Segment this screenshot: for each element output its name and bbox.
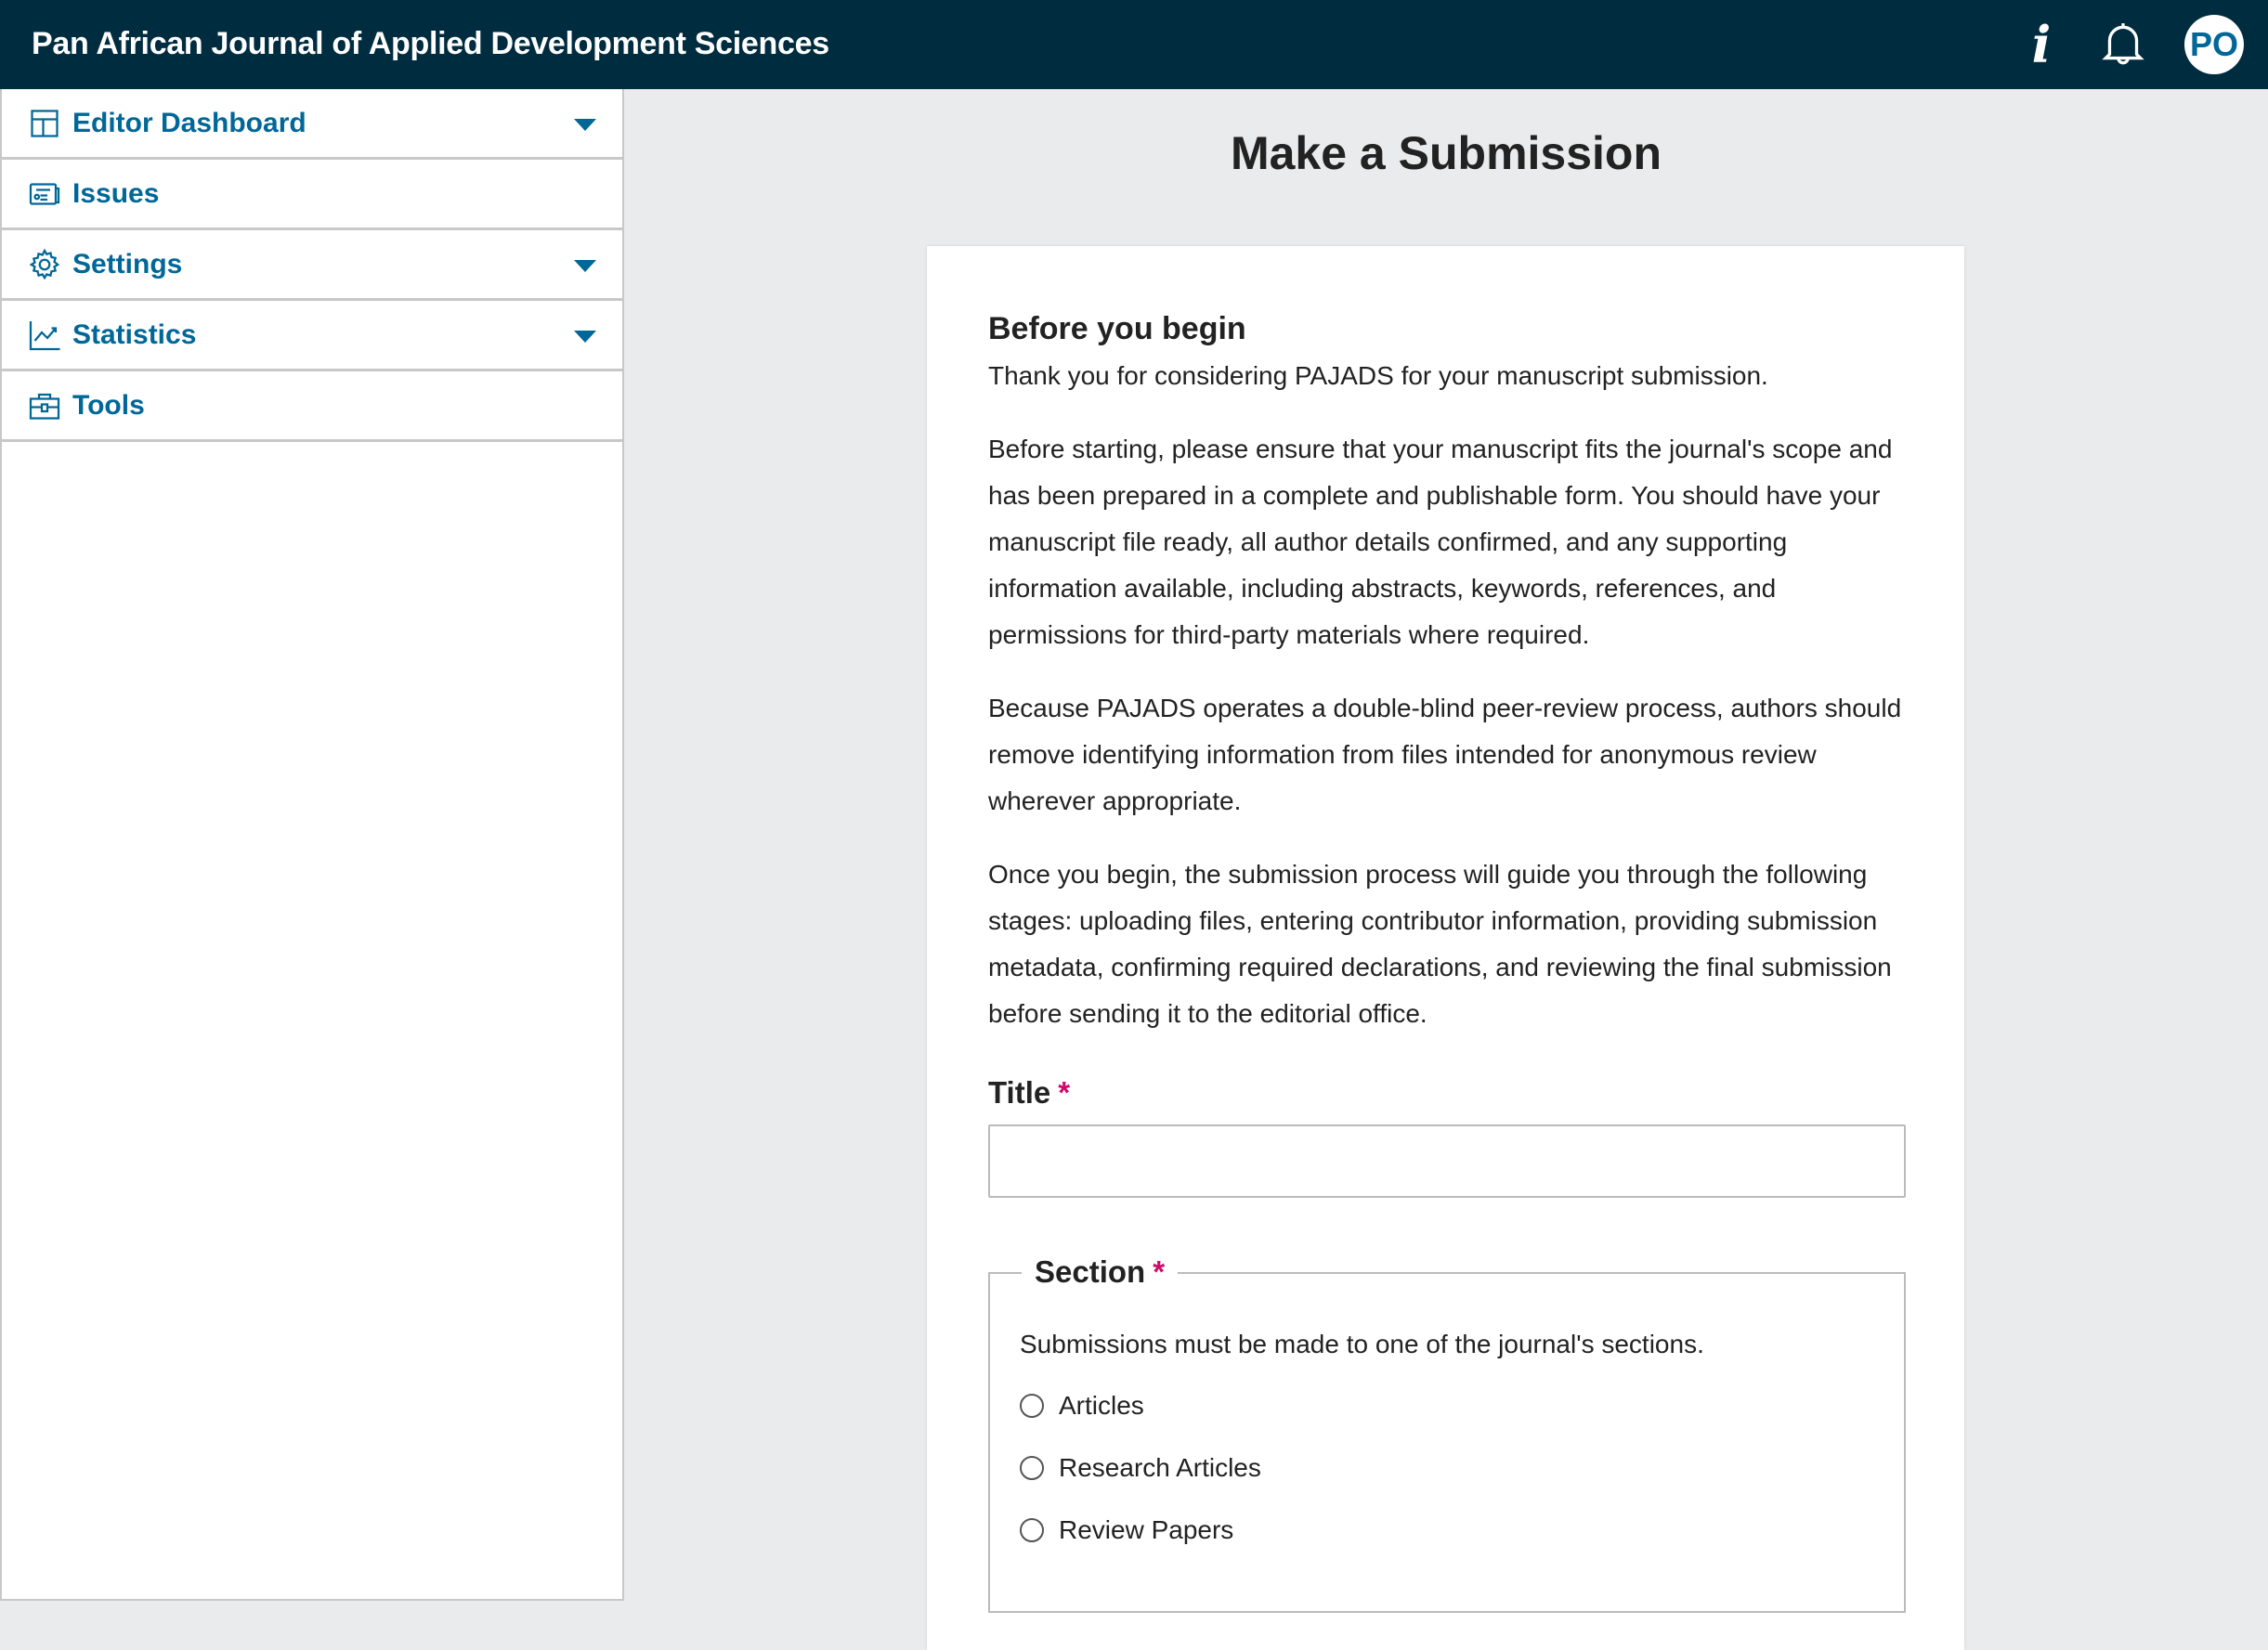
radio-review-papers[interactable]	[1020, 1512, 1874, 1549]
chevron-down-icon[interactable]	[574, 119, 596, 131]
top-header	[0, 0, 2268, 89]
title-input[interactable]	[988, 1124, 1906, 1198]
chart-icon	[28, 318, 61, 352]
radio-research-articles[interactable]	[1020, 1449, 1874, 1487]
radio-label: Research Articles	[1059, 1453, 1261, 1482]
required-mark: *	[1153, 1254, 1166, 1289]
process-paragraph: Once you begin, the submission process will guide you through the following stages: uploading files, entering contributor information, providing submission metadata, confirming required declarations, and reviewing the final submission before sending it to the editorial office.	[988, 860, 1892, 1028]
user-avatar[interactable]: PO	[2184, 15, 2244, 74]
sidebar-item-label: Tools	[72, 389, 145, 421]
sidebar-item-statistics[interactable]	[2, 301, 622, 371]
chevron-down-icon[interactable]	[574, 331, 596, 343]
radio-button[interactable]	[1020, 1456, 1044, 1480]
chevron-down-icon[interactable]	[574, 260, 596, 272]
submission-card	[927, 246, 1964, 1650]
sidebar-item-issues[interactable]	[2, 160, 622, 230]
radio-label: Review Papers	[1059, 1515, 1234, 1544]
radio-label: Articles	[1059, 1391, 1144, 1420]
radio-button[interactable]	[1020, 1394, 1044, 1418]
sidebar-item-label: Statistics	[72, 318, 197, 350]
title-label	[988, 1074, 1906, 1111]
sidebar-item-label: Issues	[72, 177, 160, 209]
dashboard-icon	[28, 107, 61, 140]
radio-articles[interactable]	[1020, 1387, 1874, 1424]
issues-icon	[28, 177, 61, 211]
title-label-text: Title	[988, 1075, 1051, 1110]
section-legend	[1022, 1252, 1178, 1293]
sidebar-item-settings[interactable]	[2, 230, 622, 301]
sidebar-nav	[0, 89, 624, 1601]
info-icon[interactable]: i	[2031, 15, 2052, 74]
gear-icon	[28, 248, 61, 281]
radio-button[interactable]	[1020, 1518, 1044, 1542]
required-mark: *	[1058, 1075, 1071, 1110]
journal-title[interactable]: Pan African Journal of Applied Development Sciences	[32, 26, 829, 61]
bell-icon[interactable]	[2095, 17, 2151, 72]
page-title: Make a Submission	[1230, 127, 1662, 179]
section-fieldset	[988, 1254, 1906, 1613]
section-label: Section	[1035, 1254, 1146, 1289]
sidebar-item-label: Editor Dashboard	[72, 107, 306, 138]
sidebar-item-editor-dashboard[interactable]	[2, 89, 622, 160]
sidebar-item-tools[interactable]	[2, 371, 622, 442]
before-you-begin-heading: Before you begin	[988, 311, 1246, 346]
toolbox-icon	[28, 389, 61, 422]
intro-paragraph: Thank you for considering PAJADS for your manuscript submission.	[988, 361, 1768, 390]
scope-paragraph: Before starting, please ensure that your manuscript fits the journal's scope and has been prepared in a complete and publishable form. You should have your manuscript file ready, all author details confirmed, and any supporting information available, including abstracts, keywords, references, and permissions for third-party materials where required.	[988, 435, 1893, 649]
section-description: Submissions must be made to one of the journal's sections.	[1020, 1330, 1704, 1358]
sidebar-item-label: Settings	[72, 248, 183, 279]
peer-review-paragraph: Because PAJADS operates a double-blind peer-review process, authors should remove identifying information from files intended for anonymous review wherever appropriate.	[988, 694, 1902, 815]
